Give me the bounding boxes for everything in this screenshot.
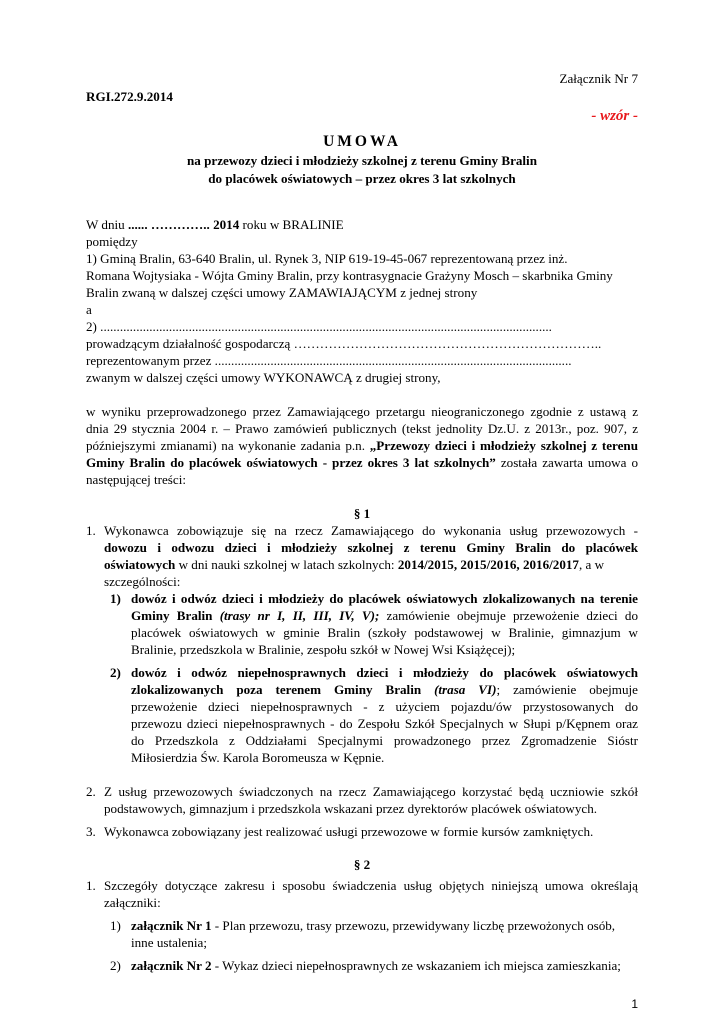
s1-item2-line2: podstawowych, gimnazjum i przedszkola wskazani przez dyrektorów placówek oświatowych. [104, 801, 598, 816]
s1-sub2-text: ; zamówienie obejmuje [496, 682, 638, 697]
preamble-line3-text: późniejszymi zmianami) na wykonanie zadania p.n. [86, 438, 370, 453]
s1-item3-line1: Wykonawca zobowiązany jest realizować usługi przewozowe w formie kursów zamkniętych. [104, 824, 594, 839]
s1-sub2-line3: przewożenie dzieci niepełnosprawnych - z użyciem pojazdu/ów przystosowanych do [131, 699, 638, 714]
preamble-line3 [86, 437, 638, 455]
reference-number: RGI.272.9.2014 [86, 89, 173, 104]
party1-line2: Romana Wojtysiaka - Wójta Gminy Bralin, przy kontrasygnacie Grażyny Mosch – skarbnika Gminy [86, 268, 613, 283]
s1-item1-line4: szczególności: [104, 574, 181, 589]
s1-sub1-routes: (trasy nr I, II, III, IV, V); [219, 608, 380, 623]
date-year: 2014 [209, 217, 240, 232]
document-subtitle-line2: do placówek oświatowych – przez okres 3 lat szkolnych [208, 171, 516, 186]
attachment-label: Załącznik Nr 7 [559, 71, 638, 86]
s2-sub1-line1 [131, 917, 638, 935]
date-prefix: W dniu [86, 217, 128, 232]
party2-line4: zwanym w dalszej części umowy WYKONAWCĄ z drugiej strony, [86, 370, 441, 385]
preamble-line4-text: została zawarta umowa o [495, 455, 638, 470]
s1-sub1-line4: Bralinie, przedszkola w Bralinie, zespołu szkół w Nowej Wsi Książęcej); [131, 642, 516, 657]
s2-sub2-line1 [131, 957, 638, 975]
s1-sub2-line2 [131, 681, 638, 699]
attachment-2-label: załącznik Nr 2 [131, 958, 212, 973]
s1-item1-line3 [104, 556, 638, 574]
document-title: UMOWA [323, 133, 401, 150]
document-subtitle-line1: na przewozy dzieci i młodzieży szkolnej z terenu Gminy Bralin [187, 153, 537, 168]
s1-sub2-line4: przewozu dzieci niepełnosprawnych - do Zespołu Szkół Specjalnych w Słupi p/Kępnem oraz [131, 716, 638, 731]
template-mark: - wzór - [591, 108, 638, 124]
page-number: 1 [631, 997, 638, 1011]
party2-line2: prowadzącym działalność gospodarczą …………………………………………………………….. [86, 336, 602, 351]
s1-sub2-number: 2) [110, 665, 121, 680]
date-blank: ...... ………….. [127, 217, 210, 232]
school-years: 2014/2015, 2015/2016, 2016/2017 [397, 557, 579, 572]
s1-sub2-line1: dowóz i odwóz niepełnosprawnych dzieci i młodzieży do placówek oświatowych [131, 665, 638, 680]
s1-sub2-line5: do Przedszkola z Oddziałami Specjalnymi prowadzonego przez Zgromadzenie Sióstr [131, 733, 638, 748]
task-name-part2: Gminy Bralin do placówek oświatowych - przez okres 3 lat szkolnych” [86, 455, 496, 470]
s2-item1-number: 1. [86, 878, 96, 893]
section1-heading: § 1 [353, 506, 371, 521]
attachment-2-description: - Wykaz dzieci niepełnosprawnych ze wskazaniem ich miejsca zamieszkania; [211, 958, 621, 973]
s2-sub2-number: 2) [110, 958, 121, 973]
s1-sub2-line6: Miłosierdzia Św. Karola Boromeusza w Kępnie. [131, 750, 385, 765]
party1-line3: Bralin zwaną w dalszej części umowy ZAMAWIAJĄCYM z jednej strony [86, 285, 478, 300]
s1-sub2-route: (trasa VI) [434, 682, 497, 697]
s1-sub1-line2 [131, 607, 638, 625]
between-label: pomiędzy [86, 234, 138, 249]
s1-item1-line2: dowozu i odwozu dzieci i młodzieży szkolnej z terenu Gminy Bralin do placówek [104, 540, 638, 555]
party1-line1: 1) Gminą Bralin, 63-640 Bralin, ul. Rynek 3, NIP 619-19-45-067 reprezentowaną przez inż. [86, 251, 568, 266]
s1-sub1-line3: placówek oświatowych w gminie Bralin (szkoły podstawowej w Bralinie, gimnazjum w [131, 625, 638, 640]
s1-item3-number: 3. [86, 824, 96, 839]
preamble-line4 [86, 454, 638, 472]
s2-item1-line2: załączniki: [104, 895, 161, 910]
s1-item1-tail: , a w [578, 557, 605, 572]
preamble-line5: następującej treści: [86, 472, 186, 487]
s1-item2-line1: Z usług przewozowych świadczonych na rzecz Zamawiającego korzystać będą uczniowie szkół [104, 784, 638, 799]
s1-item2-number: 2. [86, 784, 96, 799]
s2-sub1-line2: inne ustalenia; [131, 935, 207, 950]
s1-item1-number: 1. [86, 523, 96, 538]
s2-sub1-number: 1) [110, 918, 121, 933]
s1-sub1-number: 1) [110, 591, 121, 606]
and-label: a [86, 302, 92, 317]
party2-line3: reprezentowanym przez ............................................................................................................. [86, 353, 572, 368]
preamble-line2: dnia 29 stycznia 2004 r. – Prawo zamówień publicznych (tekst jednolity Dz.U. z 2013r., poz. 907, z [86, 421, 638, 436]
s1-sub2-location: zlokalizowanych poza terenem Gminy Bralin [131, 682, 435, 697]
task-name-part1: „Przewozy dzieci i młodzieży szkolnej z terenu [369, 438, 638, 453]
section2-heading: § 2 [353, 857, 371, 872]
attachment-1-description: - Plan przewozu, trasy przewozu, przewidywany liczbę przewożonych osób, [211, 918, 616, 933]
s1-item1-line1: Wykonawca zobowiązuje się na rzecz Zamawiającego do wykonania usług przewozowych - [104, 523, 638, 538]
date-suffix: roku w BRALINIE [239, 217, 344, 232]
s1-item1-text: w dni nauki szkolnej w latach szkolnych: [175, 557, 398, 572]
party2-line1: 2) .......................................................................................................................................... [86, 319, 552, 334]
s1-item1-bold: oświatowych [104, 557, 176, 572]
s2-item1-line1: Szczegóły dotyczące zakresu i sposobu świadczenia usług objętych niniejszą umowa określają [104, 878, 638, 893]
s1-sub1-gmina: Gminy Bralin [131, 608, 220, 623]
attachment-1-label: załącznik Nr 1 [131, 918, 212, 933]
preamble-line1: w wyniku przeprowadzonego przez Zamawiającego przetargu nieograniczonego zgodnie z ustawą z [86, 404, 638, 419]
s1-sub1-text: zamówienie obejmuje przewożenie dzieci do [379, 608, 638, 623]
s1-sub1-line1: dowóz i odwóz dzieci i młodzieży do placówek oświatowych zlokalizowanych na terenie [131, 591, 638, 606]
contract-date-line [86, 216, 344, 234]
